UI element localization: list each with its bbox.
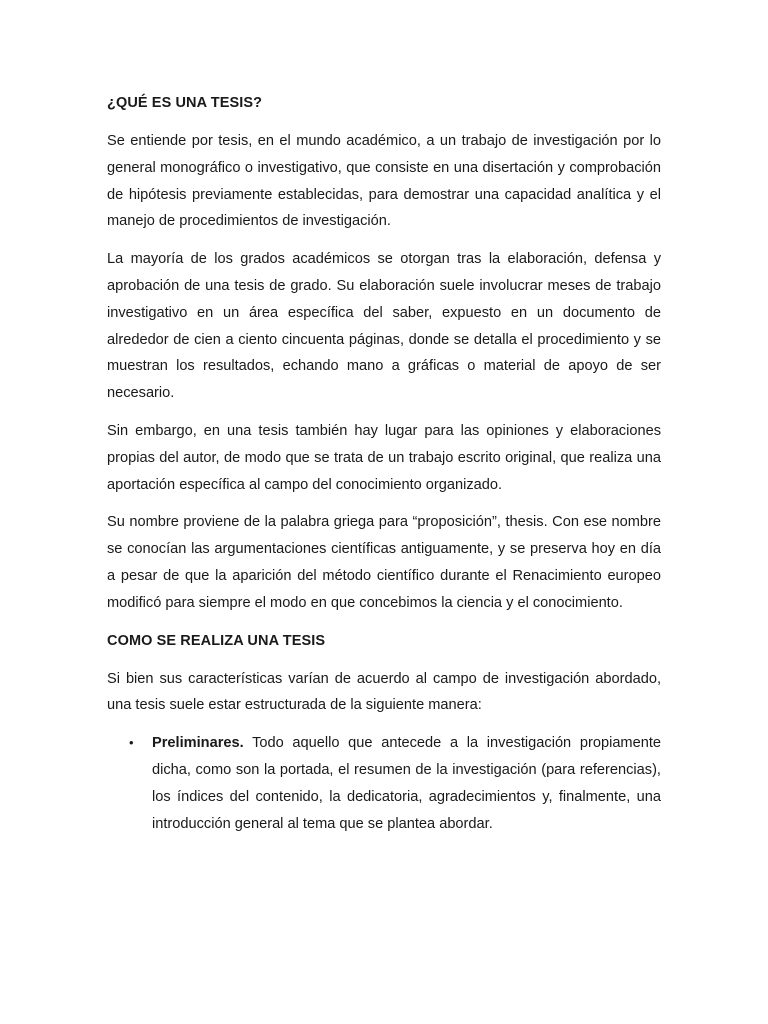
section-heading-que-es-una-tesis: ¿QUÉ ES UNA TESIS? [107, 95, 263, 111]
paragraph-estructura-intro: Si bien sus características varían de acuerdo al campo de investigación abordado, una tesis suele estar estructurada de la siguiente manera: [107, 670, 661, 714]
paragraph-definicion: Se entiende por tesis, en el mundo académico, a un trabajo de investigación por lo general monográfico o investigativo, que consiste en una disertación y comprobación de hipótesis previamente establecidas, para demostrar una capacidad analítica y el manejo de procedimientos de investigación. [107, 133, 661, 230]
list-item-term: Preliminares. [152, 735, 244, 752]
bullet-icon: • [129, 735, 134, 751]
paragraph-origen-nombre: Su nombre proviene de la palabra griega para “proposición”, thesis. Con ese nombre se conocían las argumentaciones científicas antiguamente, y se preserva hoy en día a pesar de que la aparición del método científico durante el Renacimiento europeo modificó para siempre el modo en que concebimos la ciencia y el conocimiento. [107, 514, 661, 611]
structure-list [107, 730, 661, 837]
section-heading-como-se-realiza: COMO SE REALIZA UNA TESIS [107, 632, 326, 649]
list-item [129, 730, 661, 837]
paragraph-grados-academicos: La mayoría de los grados académicos se otorgan tras la elaboración, defensa y aprobación de una tesis de grado. Su elaboración suele involucrar meses de trabajo investigativo en un área específica del saber, expuesto en un documento de alrededor de cien a ciento cincuenta páginas, donde se detalla el procedimiento y se muestran los resultados, echando mano a gráficas o material de apoyo de ser necesario. [107, 251, 661, 402]
paragraph-opiniones-autor: Sin embargo, en una tesis también hay lugar para las opiniones y elaboraciones propias del autor, de modo que se trata de un trabajo escrito original, que realiza una aportación específica al campo del conocimiento organizado. [107, 422, 661, 493]
list-item-text: Todo aquello que antecede a la investigación propiamente dicha, como son la portada, el resumen de la investigación (para referencias), los índices del contenido, la dedicatoria, agradecimientos y, finalmente, una introducción general al tema que se plantea abordar. [152, 735, 661, 832]
